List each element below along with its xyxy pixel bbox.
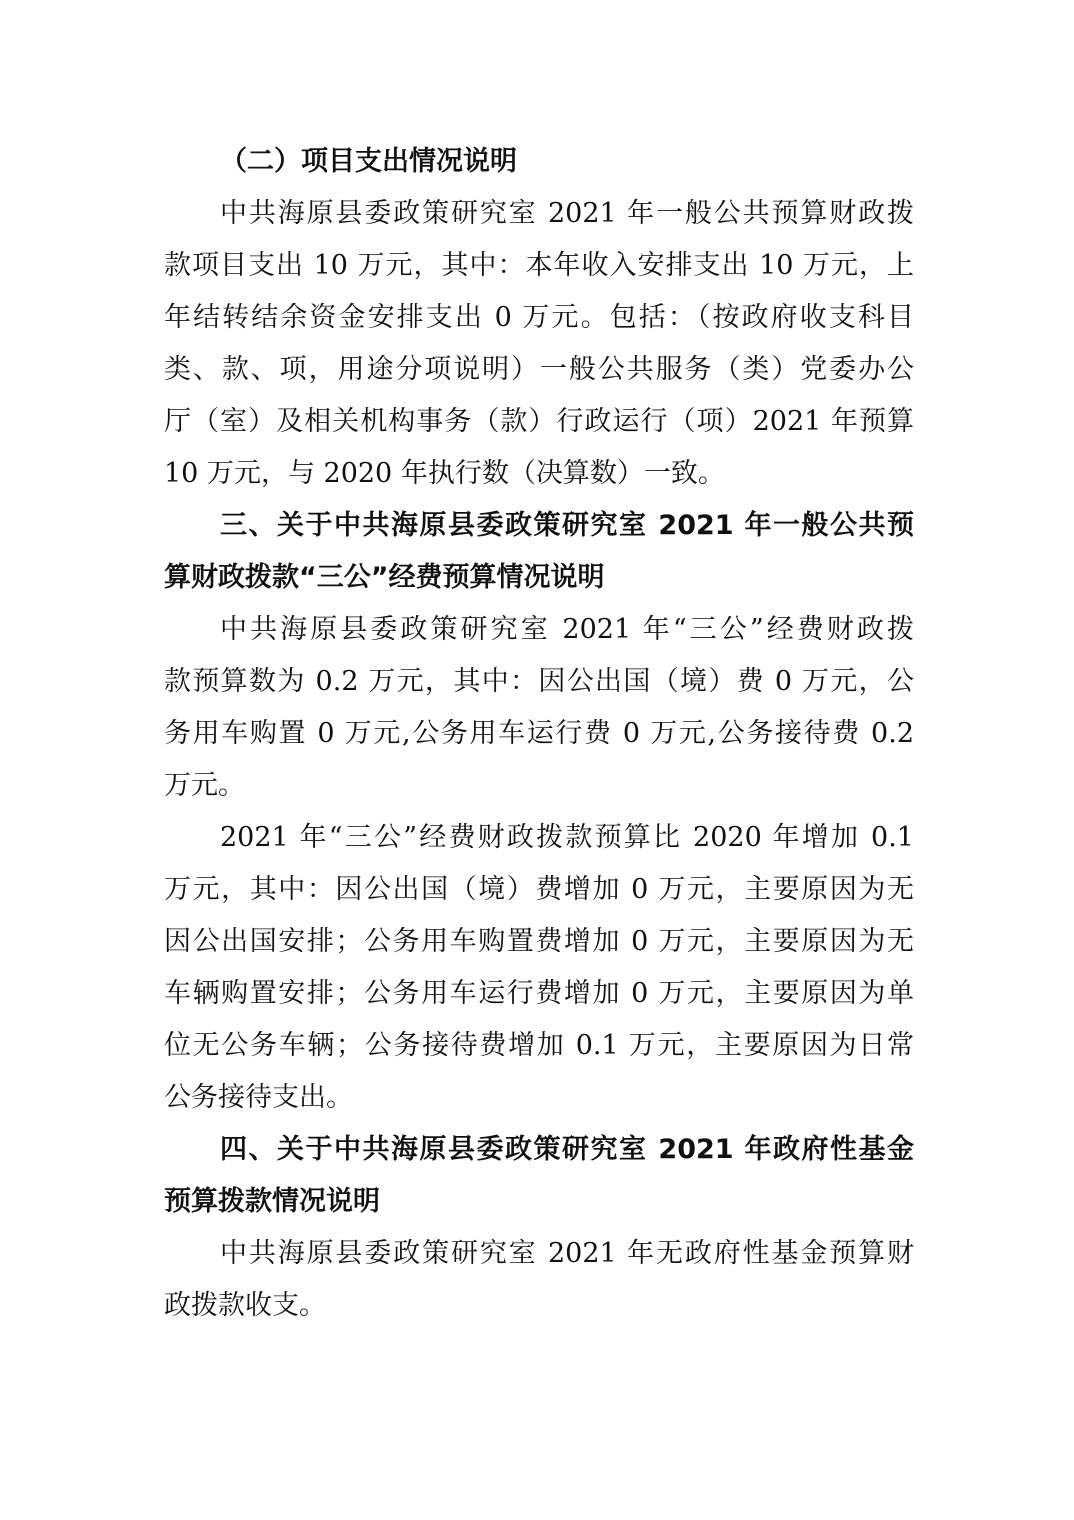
paragraph-line: 中共海原县委政策研究室 2021 年无政府性基金预算财 <box>220 1238 914 1269</box>
paragraph-line: 厅（室）及相关机构事务（款）行政运行（项）2021 年预算 <box>164 406 914 437</box>
heading-line: 算财政拨款“三公”经费预算情况说明 <box>164 562 605 593</box>
paragraph-line: 万元。 <box>164 770 245 801</box>
paragraph-line: 务用车购置 0 万元,公务用车运行费 0 万元,公务接待费 0.2 <box>164 718 914 749</box>
paragraph-line: 公务接待支出。 <box>164 1082 353 1113</box>
section-3-paragraph-1 <box>164 604 914 812</box>
paragraph-line: 政拨款收支。 <box>164 1290 326 1321</box>
document-body <box>164 136 914 1332</box>
section-4-heading <box>164 1124 914 1228</box>
heading-line: 预算拨款情况说明 <box>164 1186 380 1217</box>
paragraph-line: 万元，其中：因公出国（境）费增加 0 万元，主要原因为无 <box>164 874 914 905</box>
paragraph-line: 年结转结余资金安排支出 0 万元。包括：（按政府收支科目 <box>164 302 914 333</box>
section-3-heading <box>164 500 914 604</box>
section-2-paragraph <box>164 188 914 500</box>
paragraph-line: 位无公务车辆；公务接待费增加 0.1 万元，主要原因为日常 <box>164 1030 914 1061</box>
paragraph-line: 因公出国安排；公务用车购置费增加 0 万元，主要原因为无 <box>164 926 914 957</box>
section-3-paragraph-2 <box>164 812 914 1124</box>
paragraph-line: 10 万元，与 2020 年执行数（决算数）一致。 <box>164 458 725 489</box>
paragraph-line: 类、款、项，用途分项说明）一般公共服务（类）党委办公 <box>164 354 914 385</box>
section-4-paragraph <box>164 1228 914 1332</box>
paragraph-line: 款预算数为 0.2 万元，其中：因公出国（境）费 0 万元，公 <box>164 666 914 697</box>
heading-line: 四、关于中共海原县委政策研究室 2021 年政府性基金 <box>220 1134 914 1165</box>
section-2-heading: （二）项目支出情况说明 <box>220 146 517 177</box>
paragraph-line: 车辆购置安排；公务用车运行费增加 0 万元，主要原因为单 <box>164 978 914 1009</box>
heading-line: 三、关于中共海原县委政策研究室 2021 年一般公共预 <box>220 510 914 541</box>
paragraph-line: 中共海原县委政策研究室 2021 年“三公”经费财政拨 <box>220 614 914 645</box>
paragraph-line: 2021 年“三公”经费财政拨款预算比 2020 年增加 0.1 <box>220 822 914 853</box>
paragraph-line: 中共海原县委政策研究室 2021 年一般公共预算财政拨 <box>220 198 914 229</box>
paragraph-line: 款项目支出 10 万元，其中：本年收入安排支出 10 万元，上 <box>164 250 914 281</box>
